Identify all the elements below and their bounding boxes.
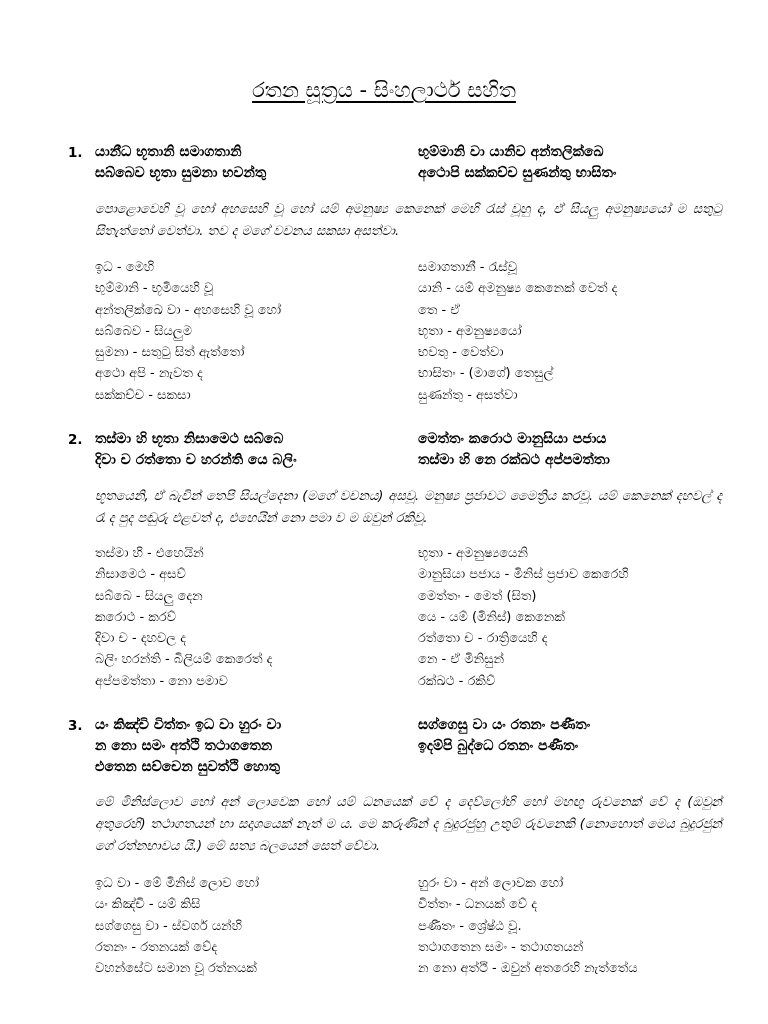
word-meanings-right — [418, 257, 617, 406]
verse-line: දිවා ච රත්තො ච හරන්ති යෙ බලිං — [95, 452, 297, 468]
word-meaning: යං කිඤ්චි - යම් කිසි — [95, 897, 201, 913]
word-meaning: සග්ගෙසු වා - ස්වර්ග යන්හි — [95, 918, 242, 934]
word-meaning: භුම්මානි - භූමියෙහි වූ — [95, 281, 214, 297]
section-number: 2. — [68, 432, 83, 448]
translation-paragraph: භූතයෙනි, ඒ බැවින් තෙපි සියල්දෙනා (මගේ වචනය) අසවූ. මනුෂ්‍ය ප්‍රජාවට මෛත්‍රිය කරවූ. යම් කෙනෙක් දහවල් ද රෑ ද පුද පඬුරු එළවත් ද, එහෙයින් නො පමා ව ම ඔවුන් රකිවූ. — [95, 489, 722, 526]
word-meaning: වහන්සේට සමාන වූ රත්නයක් — [95, 961, 257, 977]
word-meanings-left — [95, 543, 272, 692]
verse-line: එතෙන සච්චෙන සුවත්ථි හොතු — [95, 759, 280, 775]
verse-line: තස්මා හි නෙ රක්ඛථ අප්පමත්තා — [418, 452, 610, 468]
translation-paragraph: පොළොවෙහි වූ හෝ අහසෙහි වූ හෝ යම් අමනුෂ්‍ය කෙනෙක් මෙහි රැස් වූහු ද, ඒ සියලු අමනුෂ්‍යයෝ ම සතුටු සිතැත්තෝ වෙත්වා. තව ද මගේ වචනය සකසා අසත්වා. — [95, 202, 722, 239]
word-meaning: හුරං වා - අන් ලොවක හෝ — [418, 876, 564, 891]
verse-line: න නො සමං අත්ථි තථාගතෙන — [95, 738, 273, 754]
word-meaning: දිවා ච - දහවල ද — [95, 631, 187, 647]
word-meaning: නෙ - ඒ මිනිසුන් — [418, 652, 505, 668]
word-meaning: සුමනා - සතුටු සිත් ඇත්තෝ — [95, 345, 245, 361]
word-meaning: තථාගතෙන සමං - තථාගතයන් — [418, 939, 584, 955]
page-title: රතන සූත්‍රය - සිංහලාර්ථ සහිත — [252, 78, 516, 102]
word-meanings-right — [418, 543, 629, 692]
verse-line: ඉදම්පි බුද්ධෙ රතනං පණීතං — [418, 738, 579, 754]
word-meaning: නිසාමෙථ - අසව් — [95, 567, 186, 583]
word-meaning: ඉධ වා - මේ මිනිස් ලොව හෝ — [95, 876, 260, 891]
word-meaning: භූතා - අමනුෂ්‍යයෙනි — [418, 546, 528, 561]
word-meaning: අන්තලික්ඛෙ වා - අහසෙහි වූ හෝ — [95, 302, 282, 318]
verse-line: තස්මා හි භූතා නිසාමෙථ සබ්බෙ — [95, 431, 284, 447]
word-meaning: සමාගතානී - රැස්වූ — [418, 260, 517, 275]
word-meaning: මානුසියා පජාය - මිනිස් ප්‍රජාව කෙරෙහි — [418, 567, 629, 583]
word-meaning: පණීතං - ශ්‍රේෂ්ඨ වූ. — [418, 918, 522, 934]
word-meaning: යෙ - යම් (මිනිස්) කෙනෙක් — [418, 609, 565, 625]
word-meaning: සබ්බෙව - සියලුම — [95, 323, 193, 339]
verse-line: භුම්මානි වා යානිව අන්තලික්ඛෙ — [418, 144, 604, 160]
word-meaning: රතනං - රතනයක් වේද — [95, 939, 218, 955]
word-meaning: බලිං හරන්ති - බිලියම් කෙරෙත් ද — [95, 652, 273, 668]
verse-left — [95, 715, 281, 778]
word-meanings-left — [95, 873, 259, 979]
verse-line: මෙත්තං කරොථ මානුසියා පජාය — [418, 431, 607, 447]
word-meaning: රත්තො ච - රාත්‍රියෙහි ද — [418, 631, 548, 647]
verse-line: සග්ගෙසු වා යං රතනං පණීතං — [418, 717, 591, 733]
word-meaning: මෙත්තං - මෙත් (සිත) — [418, 588, 537, 604]
word-meaning: විත්තං - ධනයක් වේ ද — [418, 897, 538, 913]
verse-right — [418, 429, 610, 471]
word-meaning: රක්ඛථ - රකිව් — [418, 673, 496, 689]
word-meaning: භූතා - අමනුෂ්‍යයෝ — [418, 323, 522, 339]
word-meaning: අථො අපි - නැවත ද — [95, 366, 203, 382]
translation-paragraph: මේ මිනිස්ලොව හෝ අන් ලොවෙක හෝ යම් ධනයෙක් වේ ද දෙව්ලෝහි හෝ මහඟු රුවනෙක් වේ ද (ඔවුන් අතුරෙහි) තථාගතයන් හා සදෘශයෙක් නැත් ම ය. මෙ කරුණින් ද බුදුරජුහු උතුම් රුවනෙකි (නොහොත් මෙය බුදුරජුන් ගේ රත්නභාවය යි.) මේ සත්‍ය බලයෙන් සෙත් වේවා. — [95, 795, 722, 854]
verse-left — [95, 429, 297, 471]
verse-right — [418, 715, 590, 757]
word-meanings-right — [418, 873, 638, 979]
word-meaning: කරොථ - කරව් — [95, 609, 177, 625]
section-number: 1. — [68, 145, 83, 161]
word-meaning: භාසිතං - (මාගේ) තෙසුල් — [418, 366, 554, 382]
word-meanings-left — [95, 257, 281, 406]
word-meaning: න නො අත්ථි - ඔවුන් අතරෙහි නැත්තේය — [418, 961, 638, 977]
verse-line: යානීධ භූතානි සමාගතානි — [95, 144, 242, 160]
verse-left — [95, 142, 266, 184]
word-meaning: යානි - යම් අමනුෂ්‍ය කෙනෙක් වෙත් ද — [418, 281, 618, 297]
word-meaning: තස්මා හි - එහෙයින් — [95, 546, 204, 561]
word-meaning: අප්පමත්තා - නො පමාව — [95, 673, 228, 689]
word-meaning: සබ්බෙ - සියලු දෙන — [95, 588, 203, 604]
section-number: 3. — [68, 718, 83, 734]
verse-right — [418, 142, 616, 184]
verse-line: සබ්බෙව භූතා සුමනා භවන්තු — [95, 165, 267, 181]
word-meaning: සක්කච්ච - සකසා — [95, 387, 191, 403]
word-meaning: සුණන්තු - අසත්වා — [418, 387, 518, 403]
word-meaning: ඉධ - මෙහි — [95, 260, 155, 275]
verse-line: අථොපි සක්කච්ච සුණන්තු භාසිතං — [418, 165, 617, 181]
word-meaning: තෙ - ඒ — [418, 302, 461, 318]
verse-line: යං කිඤ්චි විත්තං ඉධ වා හුරං වා — [95, 717, 282, 733]
word-meaning: භවතු - වෙත්වා — [418, 345, 504, 361]
